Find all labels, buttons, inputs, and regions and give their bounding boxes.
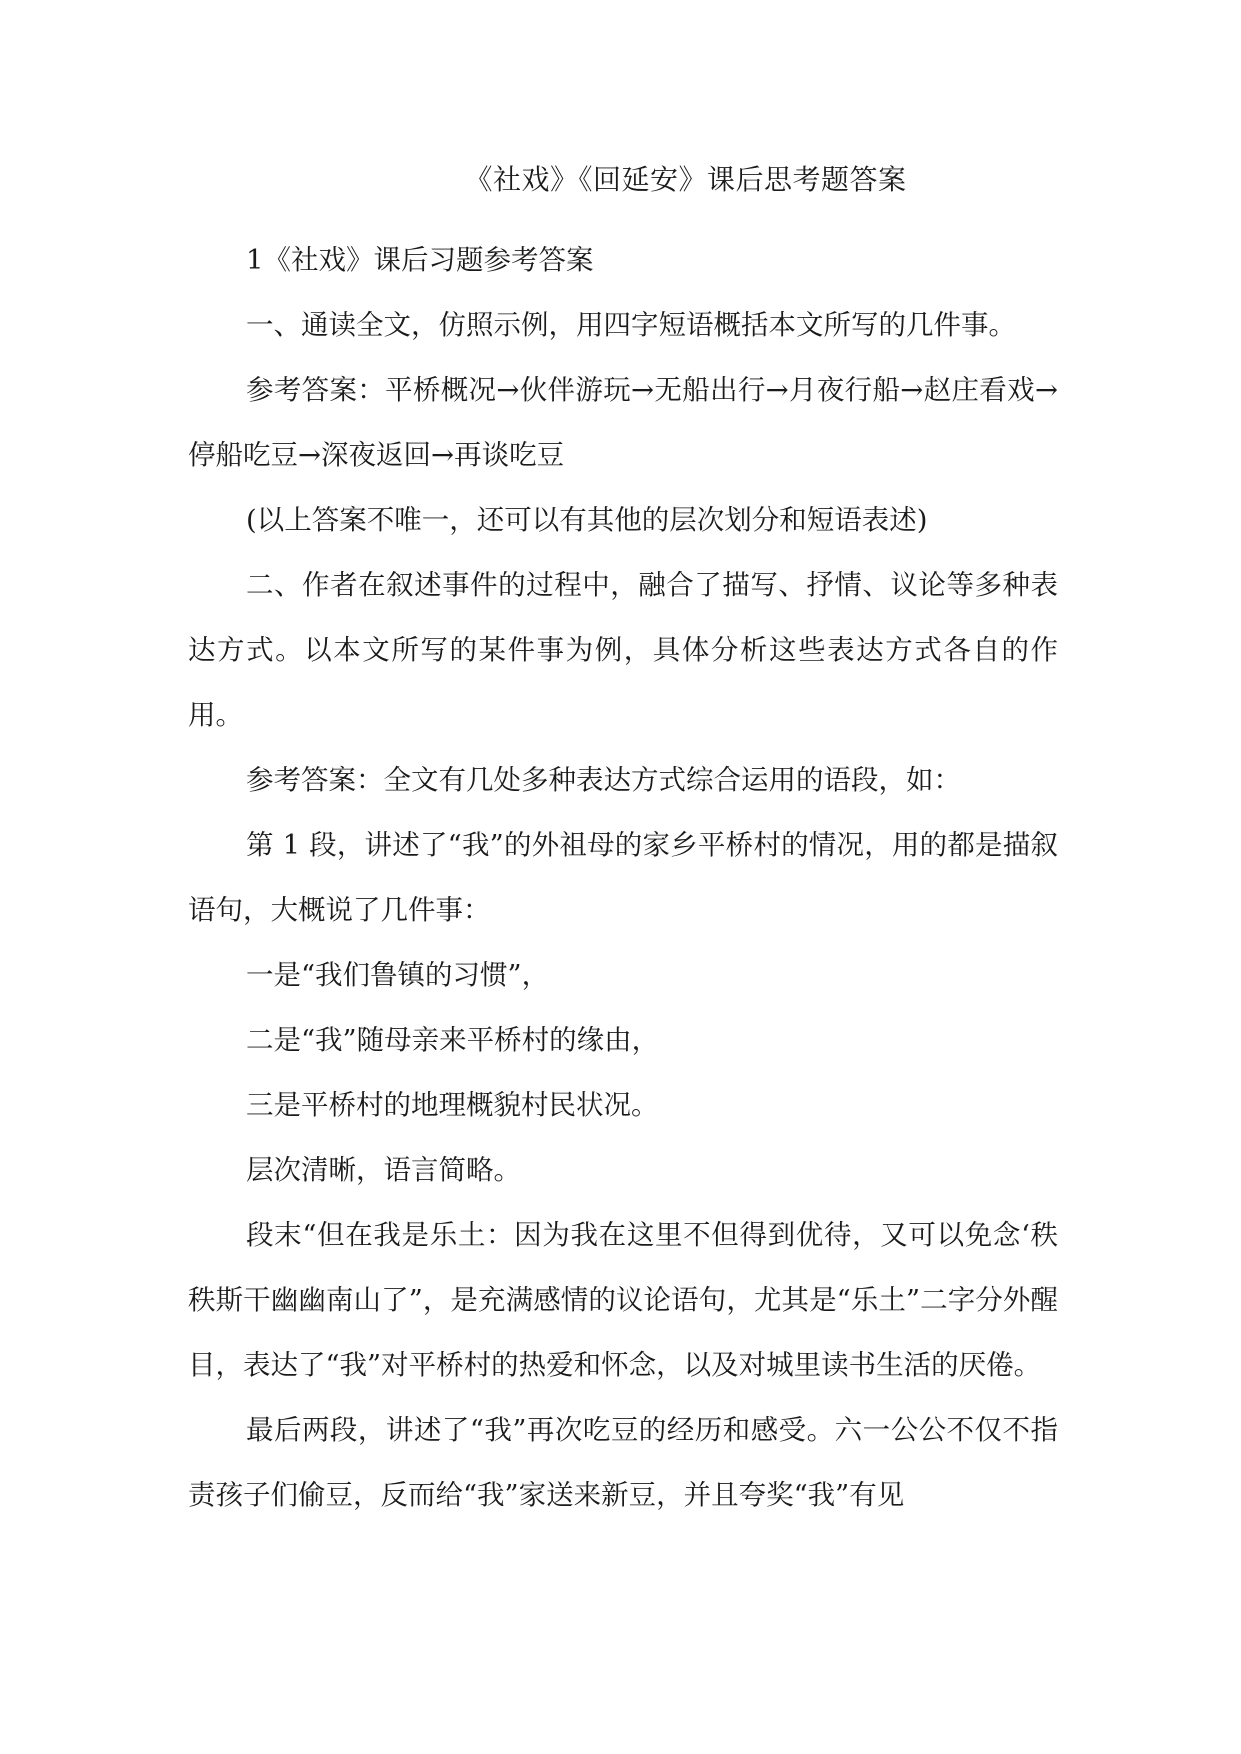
- section-heading: 1《社戏》课后习题参考答案: [246, 244, 594, 276]
- document-body: [188, 228, 1058, 1528]
- answer-2-paragraph-3: 最后两段，讲述了“我”再次吃豆的经历和感受。六一公公不仅不指责孩子们偷豆，反而给“我”家送来新豆，并且夸奖“我”有见: [188, 1414, 1058, 1511]
- answer-2-point-3: 三是平桥村的地理概貌村民状况。: [246, 1089, 659, 1121]
- document-title: 《社戏》《回延安》课后思考题答案: [464, 163, 907, 196]
- answer-2-paragraph-1: 第 1 段，讲述了“我”的外祖母的家乡平桥村的情况，用的都是描叙语句，大概说了几件事：: [188, 829, 1058, 926]
- answer-2-summary: 层次清晰，语言简略。: [246, 1154, 521, 1186]
- answer-2-point-2: 二是“我”随母亲来平桥村的缘由，: [246, 1024, 660, 1056]
- question-1: 一、通读全文，仿照示例，用四字短语概括本文所写的几件事。: [246, 309, 1016, 341]
- question-2: 二、作者在叙述事件的过程中，融合了描写、抒情、议论等多种表达方式。以本文所写的某件事为例，具体分析这些表达方式各自的作用。: [188, 569, 1058, 731]
- answer-2-paragraph-2: 段末“但在我是乐土：因为我在这里不但得到优待，又可以免念‘秩秩斯干幽幽南山了”，是充满感情的议论语句，尤其是“乐土”二字分外醒目，表达了“我”对平桥村的热爱和怀念，以及对城里读书生活的厌倦。: [188, 1219, 1058, 1381]
- answer-1: 参考答案：平桥概况→伙伴游玩→无船出行→月夜行船→赵庄看戏→停船吃豆→深夜返回→再谈吃豆: [188, 374, 1058, 471]
- answer-2-point-1: 一是“我们鲁镇的习惯”，: [246, 959, 550, 991]
- answer-1-note: (以上答案不唯一，还可以有其他的层次划分和短语表述): [246, 504, 928, 536]
- answer-2-intro: 参考答案：全文有几处多种表达方式综合运用的语段，如：: [246, 764, 961, 796]
